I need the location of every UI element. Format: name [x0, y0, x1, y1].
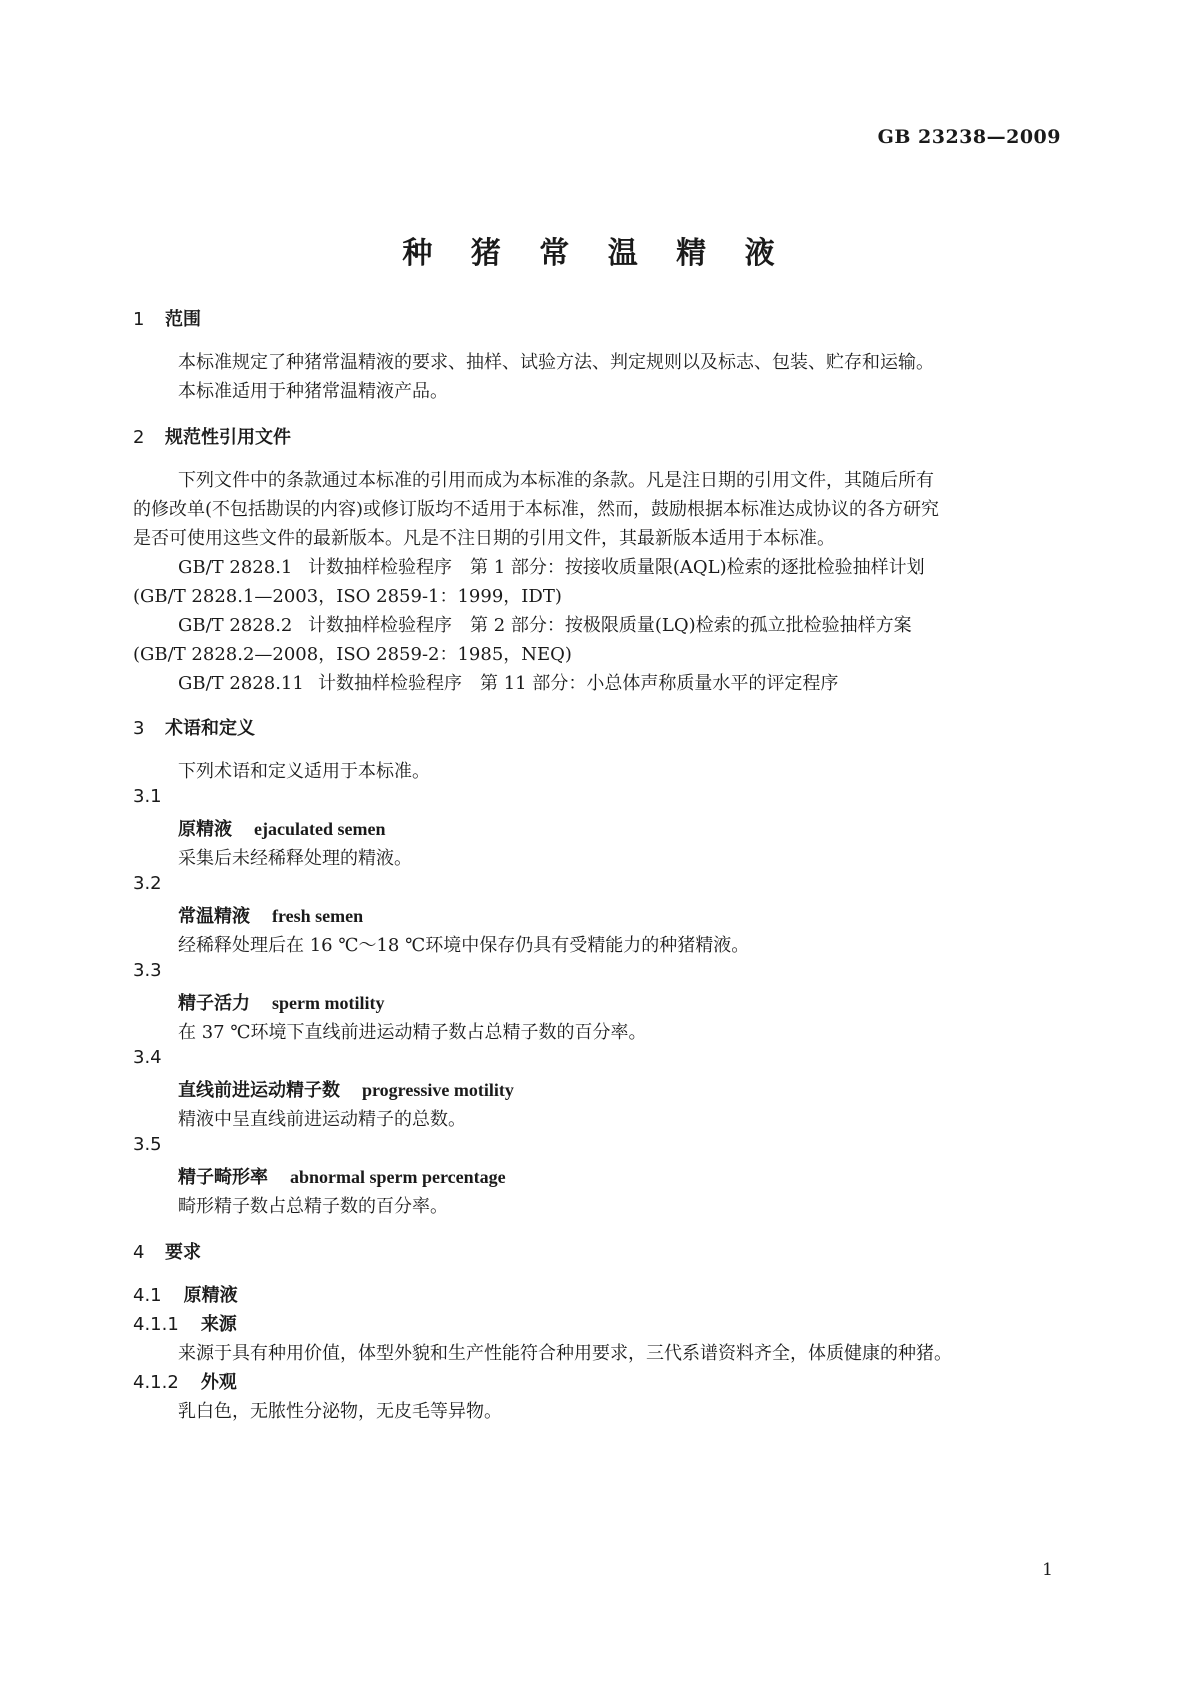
- subsection-4-1-1-heading: [133, 1310, 237, 1336]
- reference-entry: [178, 669, 838, 695]
- section-number: 3: [133, 718, 145, 739]
- section-3-heading: [133, 714, 255, 740]
- paragraph-line: 的修改单(不包括勘误的内容)或修订版均不适用于本标准，然而，鼓励根据本标准达成协议的各方研究: [133, 499, 940, 520]
- term-definition: 畸形精子数占总精子数的百分率。: [178, 1196, 448, 1217]
- section-2-heading: [133, 423, 291, 449]
- section-title: 要求: [165, 1242, 201, 1263]
- paragraph: 来源于具有种用价值，体型外貌和生产性能符合种用要求，三代系谱资料齐全，体质健康的种猪。: [178, 1343, 952, 1364]
- term-en: fresh semen: [272, 906, 364, 926]
- section-title: 范围: [165, 309, 201, 330]
- subsection-number: 4.1.1: [133, 1314, 179, 1335]
- term-zh: 精子畸形率: [178, 1167, 268, 1188]
- subsection-4-1-heading: [133, 1281, 238, 1307]
- term-zh: 原精液: [178, 819, 232, 840]
- section-1-heading: [133, 305, 201, 331]
- reference-continuation: (GB/T 2828.1—2003，ISO 2859-1：1999，IDT): [133, 586, 562, 607]
- page-number: 1: [1042, 1560, 1053, 1580]
- reference-code: GB/T 2828.1: [178, 557, 293, 578]
- term-zh: 常温精液: [178, 906, 250, 927]
- reference-code: GB/T 2828.2: [178, 615, 293, 636]
- term-en: ejaculated semen: [254, 819, 386, 839]
- term-number: 3.5: [133, 1134, 162, 1155]
- term-number: 3.4: [133, 1047, 162, 1068]
- paragraph: 下列术语和定义适用于本标准。: [178, 761, 430, 782]
- term-definition: 经稀释处理后在 16 ℃～18 ℃环境中保存仍具有受精能力的种猪精液。: [178, 935, 750, 956]
- term-heading: [178, 989, 384, 1015]
- term-number: 3.2: [133, 873, 162, 894]
- subsection-number: 4.1.2: [133, 1372, 179, 1393]
- reference-entry: [178, 611, 912, 637]
- subsection-number: 4.1: [133, 1285, 162, 1306]
- term-definition: 精液中呈直线前进运动精子的总数。: [178, 1109, 466, 1130]
- section-4-heading: [133, 1238, 201, 1264]
- reference-title: 计数抽样检验程序 第 2 部分：按极限质量(LQ)检索的孤立批检验抽样方案: [308, 615, 912, 636]
- term-definition: 采集后未经稀释处理的精液。: [178, 848, 412, 869]
- term-en: progressive motility: [362, 1080, 514, 1100]
- term-heading: [178, 815, 385, 841]
- paragraph: 本标准适用于种猪常温精液产品。: [178, 381, 448, 402]
- term-en: abnormal sperm percentage: [290, 1167, 506, 1187]
- document-title: 种 猪 常 温 精 液: [402, 236, 789, 271]
- reference-continuation: (GB/T 2828.2—2008，ISO 2859-2：1985，NEQ): [133, 644, 572, 665]
- subsection-4-1-2-heading: [133, 1368, 237, 1394]
- paragraph: 乳白色，无脓性分泌物，无皮毛等异物。: [178, 1401, 502, 1422]
- term-zh: 直线前进运动精子数: [178, 1080, 340, 1101]
- reference-title: 计数抽样检验程序 第 1 部分：按接收质量限(AQL)检索的逐批检验抽样计划: [308, 557, 925, 578]
- paragraph: 本标准规定了种猪常温精液的要求、抽样、试验方法、判定规则以及标志、包装、贮存和运输。: [178, 352, 934, 373]
- term-heading: [178, 902, 363, 928]
- term-number: 3.1: [133, 786, 162, 807]
- paragraph-line: 是否可使用这些文件的最新版本。凡是不注日期的引用文件，其最新版本适用于本标准。: [133, 528, 835, 549]
- section-number: 2: [133, 427, 145, 448]
- section-title: 规范性引用文件: [165, 427, 291, 448]
- term-en: sperm motility: [272, 993, 385, 1013]
- subsection-title: 外观: [200, 1372, 237, 1393]
- subsection-title: 来源: [200, 1314, 237, 1335]
- section-number: 4: [133, 1242, 145, 1263]
- reference-title: 计数抽样检验程序 第 11 部分：小总体声称质量水平的评定程序: [318, 673, 839, 694]
- paragraph-line: 下列文件中的条款通过本标准的引用而成为本标准的条款。凡是注日期的引用文件，其随后所有: [178, 470, 934, 491]
- standard-code: GB 23238—2009: [877, 126, 1061, 148]
- section-number: 1: [133, 309, 145, 330]
- term-number: 3.3: [133, 960, 162, 981]
- reference-entry: [178, 553, 925, 579]
- subsection-title: 原精液: [183, 1285, 238, 1306]
- term-heading: [178, 1076, 514, 1102]
- section-title: 术语和定义: [165, 718, 255, 739]
- term-zh: 精子活力: [178, 993, 250, 1014]
- term-heading: [178, 1163, 506, 1189]
- term-definition: 在 37 ℃环境下直线前进运动精子数占总精子数的百分率。: [178, 1022, 647, 1043]
- reference-code: GB/T 2828.11: [178, 673, 304, 694]
